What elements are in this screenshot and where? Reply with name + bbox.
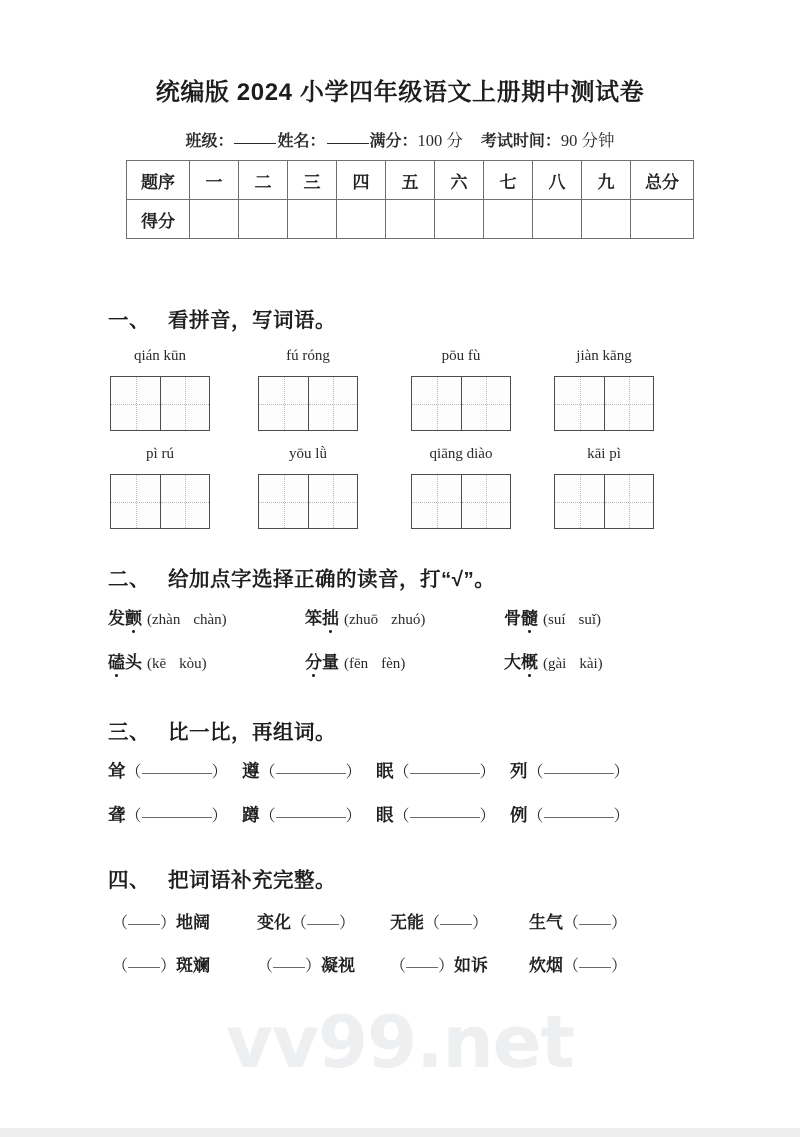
fillword-item-2-3[interactable]: （ ）如诉: [390, 956, 489, 975]
score-cell-total[interactable]: [631, 200, 694, 239]
section-title-3: 比一比，再组词。: [168, 721, 336, 744]
grid-cell[interactable]: [160, 475, 209, 528]
grid-cell[interactable]: [259, 475, 308, 528]
reading-options[interactable]: (fēn fèn): [344, 656, 406, 672]
watermark: vv99.net: [226, 1000, 574, 1084]
full-score-label: 满分：: [369, 133, 418, 150]
reading-word-dotted: 拙: [322, 604, 339, 629]
compare-row-1: [108, 758, 708, 784]
class-blank[interactable]: [234, 143, 276, 144]
grid-cell[interactable]: [412, 377, 461, 430]
reading-option-a[interactable]: kē: [152, 656, 167, 672]
reading-row-2: [108, 648, 708, 674]
writing-grid-2-1[interactable]: [110, 474, 210, 529]
score-cell-5[interactable]: [386, 200, 435, 239]
column-header-2: 二: [239, 161, 288, 200]
grid-cell[interactable]: [461, 377, 510, 430]
section-number-2: 二、: [108, 568, 150, 591]
section-number-3: 三、: [108, 721, 150, 744]
row-header-score: 得分: [127, 200, 190, 239]
reading-word-dotted: 概: [521, 648, 538, 673]
compare-answer-blank[interactable]: [142, 817, 212, 818]
score-cell-7[interactable]: [484, 200, 533, 239]
fillword-item-2-4[interactable]: 炊烟（ ）: [529, 956, 628, 975]
reading-word-before: 大: [504, 653, 521, 672]
fillword-blank[interactable]: [128, 924, 160, 925]
writing-grid-1-2[interactable]: [258, 376, 358, 431]
fillword-item-1-2[interactable]: 变化（ ）: [257, 913, 356, 932]
section-title-1: 看拼音，写词语。: [168, 309, 336, 332]
writing-grid-2-3[interactable]: [411, 474, 511, 529]
compare-char: 聋: [108, 805, 126, 825]
section-heading-1: [108, 303, 336, 333]
compare-item-2-1[interactable]: 聋（ ）: [108, 805, 228, 825]
reading-word-dotted: 分: [305, 648, 322, 673]
fillword-item-1-1[interactable]: （ ）地阔: [112, 913, 211, 932]
section-heading-3: [108, 715, 336, 745]
section-heading-4: [108, 863, 336, 893]
compare-item-1-3[interactable]: 眠（ ）: [376, 761, 496, 781]
compare-answer-blank[interactable]: [410, 817, 480, 818]
reading-option-b[interactable]: zhuó: [391, 612, 421, 628]
reading-word-dotted: 磕: [108, 648, 125, 673]
reading-item-1-1[interactable]: [108, 604, 227, 629]
reading-item-2-2[interactable]: [305, 648, 405, 673]
score-cell-3[interactable]: [288, 200, 337, 239]
compare-answer-blank[interactable]: [276, 773, 346, 774]
score-cell-4[interactable]: [337, 200, 386, 239]
compare-char: 蹲: [242, 805, 260, 825]
reading-option-b[interactable]: kòu: [179, 656, 202, 672]
reading-word-after: 量: [322, 653, 339, 672]
reading-option-b[interactable]: chàn: [193, 612, 222, 628]
writing-grid-2-4[interactable]: [554, 474, 654, 529]
pinyin-label-1-4: jiàn kāng: [576, 348, 632, 364]
writing-grid-1-1[interactable]: [110, 376, 210, 431]
compare-char: 眠: [376, 761, 394, 781]
grid-cell[interactable]: [604, 377, 653, 430]
grid-cell[interactable]: [111, 475, 160, 528]
fillword-blank[interactable]: [273, 967, 305, 968]
row-header-question-order: 题序: [127, 161, 190, 200]
fillword-text: 生气: [529, 913, 563, 932]
reading-word-dotted: 髓: [521, 604, 538, 629]
compare-char: 例: [510, 805, 528, 825]
compare-item-1-2[interactable]: 遵（ ）: [242, 761, 362, 781]
fillword-text: 凝视: [321, 956, 356, 975]
compare-item-2-3[interactable]: 眼（ ）: [376, 805, 496, 825]
fillword-blank[interactable]: [307, 924, 339, 925]
compare-char: 遵: [242, 761, 260, 781]
fillword-item-2-1[interactable]: （ ）斑斓: [112, 956, 211, 975]
compare-item-2-2[interactable]: 蹲（ ）: [242, 805, 362, 825]
reading-word-before: 发: [108, 609, 125, 628]
compare-item-2-4[interactable]: 例（ ）: [510, 805, 630, 825]
column-header-total: 总分: [631, 161, 694, 200]
section-number-1: 一、: [108, 309, 150, 332]
compare-answer-blank[interactable]: [142, 773, 212, 774]
pinyin-label-2-2: yōu lǜ: [289, 446, 327, 462]
compare-answer-blank[interactable]: [544, 817, 614, 818]
fillword-text: 斑斓: [176, 956, 211, 975]
reading-options[interactable]: (kē kòu): [147, 656, 207, 672]
grid-cell[interactable]: [555, 377, 604, 430]
class-label: 班级：: [185, 133, 234, 150]
fillword-blank[interactable]: [440, 924, 472, 925]
reading-option-a[interactable]: zhuō: [349, 612, 379, 628]
writing-grid-1-3[interactable]: [411, 376, 511, 431]
fillword-item-2-2[interactable]: （ ）凝视: [257, 956, 356, 975]
reading-item-2-3[interactable]: [504, 648, 603, 673]
pinyin-label-1-1: qián kūn: [133, 348, 187, 364]
grid-cell[interactable]: [259, 377, 308, 430]
compare-answer-blank[interactable]: [410, 773, 480, 774]
grid-cell[interactable]: [412, 475, 461, 528]
table-row-score: [127, 200, 694, 239]
reading-options[interactable]: (zhàn chàn): [147, 612, 227, 628]
reading-option-a[interactable]: zhàn: [152, 612, 181, 628]
reading-option-a[interactable]: gài: [548, 656, 567, 672]
grid-cell[interactable]: [160, 377, 209, 430]
score-cell-6[interactable]: [435, 200, 484, 239]
fillword-text: 如诉: [454, 956, 489, 975]
score-cell-8[interactable]: [533, 200, 582, 239]
grid-cell[interactable]: [604, 475, 653, 528]
page-title: 统编版 2024 小学四年级语文上册期中测试卷: [155, 79, 645, 106]
grid-cell[interactable]: [461, 475, 510, 528]
score-cell-2[interactable]: [239, 200, 288, 239]
column-header-6: 六: [435, 161, 484, 200]
exam-meta-line: [0, 127, 800, 151]
fillword-text: 地阔: [176, 913, 211, 932]
reading-option-a[interactable]: fēn: [349, 656, 369, 672]
reading-options[interactable]: (gài kài): [543, 656, 603, 672]
pinyin-label-1-2: fú róng: [286, 348, 330, 364]
fillword-row-2: [112, 951, 712, 977]
fillword-item-1-3[interactable]: 无能（ ）: [390, 913, 489, 932]
compare-item-1-4[interactable]: 列（ ）: [510, 761, 630, 781]
reading-item-1-2[interactable]: [305, 604, 425, 629]
compare-item-1-1[interactable]: 耸（ ）: [108, 761, 228, 781]
pinyin-label-2-3: qiāng diào: [429, 446, 493, 462]
column-header-8: 八: [533, 161, 582, 200]
reading-option-b[interactable]: fèn: [381, 656, 401, 672]
name-blank[interactable]: [327, 143, 369, 144]
reading-options[interactable]: (suí suǐ): [543, 612, 602, 628]
section-number-4: 四、: [108, 869, 150, 892]
fillword-text: 炊烟: [529, 956, 563, 975]
compare-char: 眼: [376, 805, 394, 825]
name-label: 姓名：: [277, 133, 326, 150]
writing-grid-2-2[interactable]: [258, 474, 358, 529]
grid-cell[interactable]: [111, 377, 160, 430]
fillword-blank[interactable]: [579, 967, 611, 968]
reading-word-before: 笨: [305, 609, 322, 628]
compare-char: 耸: [108, 761, 126, 781]
fillword-row-1: [112, 908, 712, 934]
fillword-text: 无能: [390, 913, 424, 932]
reading-options[interactable]: (zhuō zhuó): [344, 612, 426, 628]
reading-row-1: [108, 604, 708, 630]
compare-row-2: [108, 802, 708, 828]
compare-char: 列: [510, 761, 528, 781]
column-header-7: 七: [484, 161, 533, 200]
reading-word-dotted: 颤: [125, 604, 142, 629]
grid-cell[interactable]: [308, 377, 357, 430]
section-title-4: 把词语补充完整。: [168, 869, 336, 892]
column-header-1: 一: [190, 161, 239, 200]
fillword-blank[interactable]: [406, 967, 438, 968]
fillword-blank[interactable]: [579, 924, 611, 925]
table-row-question-order: [127, 161, 694, 200]
grid-cell[interactable]: [555, 475, 604, 528]
column-header-5: 五: [386, 161, 435, 200]
score-table: [126, 160, 694, 239]
column-header-3: 三: [288, 161, 337, 200]
reading-word-after: 头: [125, 653, 142, 672]
reading-item-2-1[interactable]: [108, 648, 207, 673]
reading-word-before: 骨: [504, 609, 521, 628]
column-header-4: 四: [337, 161, 386, 200]
compare-answer-blank[interactable]: [544, 773, 614, 774]
reading-item-1-3[interactable]: [504, 604, 601, 629]
pinyin-label-2-1: pì rú: [146, 446, 174, 462]
grid-cell[interactable]: [308, 475, 357, 528]
pinyin-label-2-4: kāi pì: [587, 446, 621, 462]
full-score-value: 100 分: [417, 131, 463, 150]
score-cell-1[interactable]: [190, 200, 239, 239]
column-header-9: 九: [582, 161, 631, 200]
exam-time-value: 90 分钟: [560, 131, 615, 150]
section-heading-2: [108, 562, 495, 592]
section-title-2: 给加点字选择正确的读音，打“√”。: [168, 568, 496, 591]
reading-option-b[interactable]: kài: [579, 656, 598, 672]
fillword-blank[interactable]: [128, 967, 160, 968]
writing-grid-1-4[interactable]: [554, 376, 654, 431]
reading-option-b[interactable]: suǐ: [578, 612, 597, 628]
reading-option-a[interactable]: suí: [548, 612, 566, 628]
pinyin-label-1-3: pōu fù: [441, 348, 481, 364]
fillword-item-1-4[interactable]: 生气（ ）: [529, 913, 628, 932]
score-cell-9[interactable]: [582, 200, 631, 239]
compare-answer-blank[interactable]: [276, 817, 346, 818]
exam-time-label: 考试时间：: [480, 133, 561, 150]
fillword-text: 变化: [257, 913, 291, 932]
